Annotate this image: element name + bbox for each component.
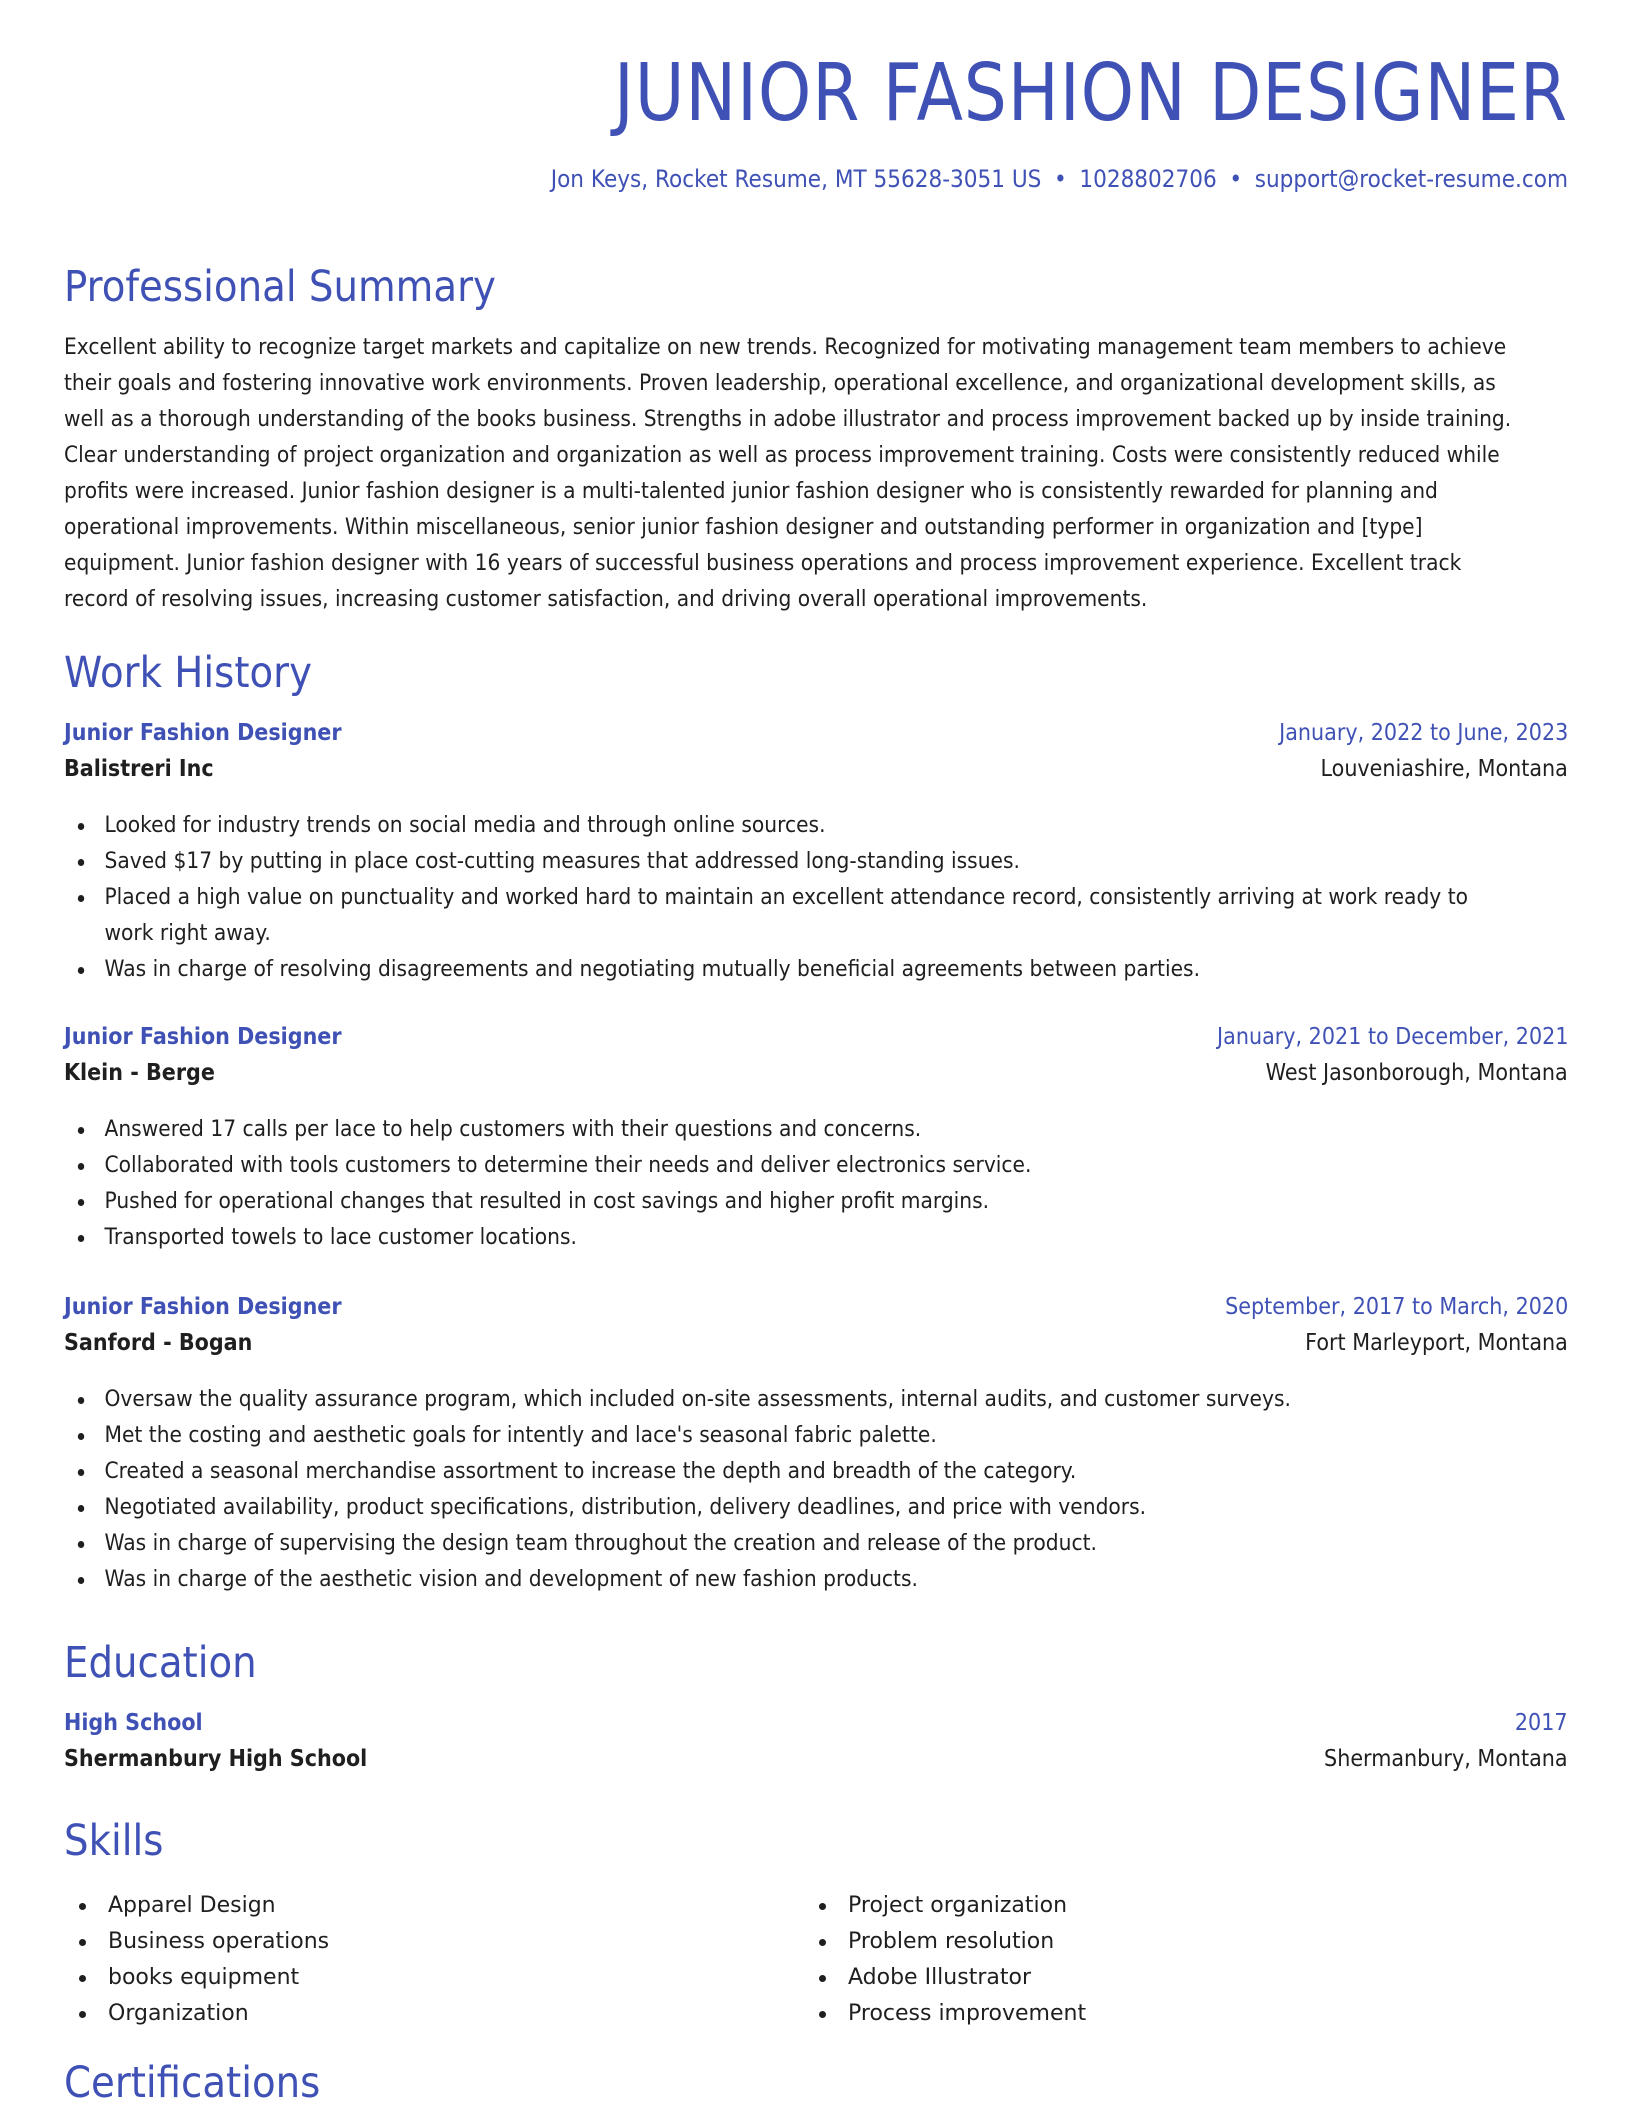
list-item: Adobe Illustrator [804,1960,1544,1996]
separator-dot: • [1054,164,1067,193]
job-entry-dates: September, 2017 to March, 2020 [1224,1294,1568,1320]
resume-header [64,0,1568,193]
summary-line: operational improvements. Within miscellaneous, senior junior fashion designer and outstanding performer in organization and [type] [64,515,1423,540]
section-title-summary: Professional Summary [64,262,496,312]
job-entry-company: Klein - Berge [64,1060,215,1086]
contact-email: support@rocket-resume.com [1254,164,1568,193]
job-entry-title: Junior Fashion Designer [64,1024,342,1050]
list-item: Oversaw the quality assurance program, which included on-site assessments, internal audits, and customer surveys. [64,1382,1564,1418]
list-item: books equipment [64,1960,804,1996]
summary-line: profits were increased. Junior fashion designer is a multi-talented junior fashion designer who is consistently rewarded for planning and [64,479,1438,504]
list-item: Collaborated with tools customers to determine their needs and deliver electronics service. [64,1148,1564,1184]
job-bullets [64,808,1568,988]
list-item: Problem resolution [804,1924,1544,1960]
list-item: Placed a high value on punctuality and worked hard to maintain an excellent attendance record, consistently arriving at work ready to work right away. [64,880,1503,952]
summary-section [64,262,1568,312]
list-item: Saved $17 by putting in place cost-cutting measures that addressed long-standing issues. [64,844,1564,880]
list-item: Transported towels to lace customer locations. [64,1220,1564,1256]
list-item: Was in charge of resolving disagreements and negotiating mutually beneficial agreements between parties. [64,952,1564,988]
job-entry-title: Junior Fashion Designer [64,720,342,746]
job-bullets [64,1112,1568,1256]
summary-line: record of resolving issues, increasing customer satisfaction, and driving overall operational improvements. [64,587,1148,612]
job-entry [64,720,1568,782]
education-section [64,1638,1568,1688]
summary-line: equipment. Junior fashion designer with 16 years of successful business operations and process improvement experience. Excellent track [64,551,1462,576]
list-item: Looked for industry trends on social media and through online sources. [64,808,1564,844]
list-item: Answered 17 calls per lace to help customers with their questions and concerns. [64,1112,1564,1148]
summary-line: well as a thorough understanding of the books business. Strengths in adobe illustrator and process improvement backed up by inside training. [64,407,1512,432]
summary-body [64,330,1568,618]
education-entry [64,1710,1568,1772]
skills-list [64,1888,1568,2032]
job-bullets [64,1382,1568,1598]
job-entry-location: West Jasonborough, Montana [1265,1060,1568,1086]
work-history-section [64,648,1568,698]
contact-line [214,165,1568,193]
job-entry-location: Louveniashire, Montana [1320,756,1568,782]
list-item: Project organization [804,1888,1544,1924]
job-entry-title: Junior Fashion Designer [64,1294,342,1320]
education-degree: High School [64,1710,203,1736]
list-item: Business operations [64,1924,804,1960]
list-item: Apparel Design [64,1888,804,1924]
job-entry-dates: January, 2022 to June, 2023 [1278,720,1568,746]
job-entry [64,1294,1568,1356]
list-item: Met the costing and aesthetic goals for intently and lace's seasonal fabric palette. [64,1418,1564,1454]
list-item: Negotiated availability, product specifications, distribution, delivery deadlines, and price with vendors. [64,1490,1564,1526]
section-title-work-history: Work History [64,648,312,698]
list-item: Was in charge of supervising the design team throughout the creation and release of the product. [64,1526,1564,1562]
education-year: 2017 [1515,1710,1568,1736]
skills-column-right [804,1888,1544,2032]
job-entry-location: Fort Marleyport, Montana [1305,1330,1568,1356]
list-item: Organization [64,1996,804,2032]
section-title-skills: Skills [64,1816,164,1866]
contact-phone: 1028802706 [1079,164,1217,193]
summary-line: Clear understanding of project organization and organization as well as process improvement training. Costs were consistently reduced while [64,443,1500,468]
job-entry-company: Balistreri Inc [64,756,214,782]
section-title-certifications: Certifications [64,2058,321,2108]
section-title-education: Education [64,1638,257,1688]
list-item: Process improvement [804,1996,1544,2032]
list-item: Was in charge of the aesthetic vision and development of new fashion products. [64,1562,1564,1598]
job-entry-dates: January, 2021 to December, 2021 [1216,1024,1568,1050]
skills-column-left [64,1888,804,2032]
summary-line: their goals and fostering innovative work environments. Proven leadership, operational excellence, and organizational development skills, as [64,371,1496,396]
list-item: Created a seasonal merchandise assortment to increase the depth and breadth of the category. [64,1454,1564,1490]
job-title-heading: JUNIOR FASHION DESIGNER [613,47,1568,139]
skills-section [64,1816,1568,1866]
certifications-section [64,2058,1568,2108]
education-school: Shermanbury High School [64,1746,368,1772]
job-entry-company: Sanford - Bogan [64,1330,253,1356]
separator-dot: • [1229,164,1243,193]
education-location: Shermanbury, Montana [1324,1746,1568,1772]
contact-address: Jon Keys, Rocket Resume, MT 55628-3051 US [550,164,1042,193]
job-entry [64,1024,1568,1086]
summary-line: Excellent ability to recognize target markets and capitalize on new trends. Recognized for motivating management team members to achieve [64,335,1507,360]
list-item: Pushed for operational changes that resulted in cost savings and higher profit margins. [64,1184,1564,1220]
